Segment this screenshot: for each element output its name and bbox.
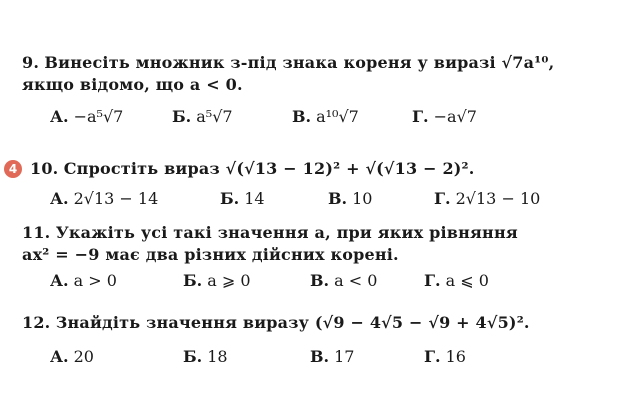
option-b[interactable]: Б. 18 [183, 347, 228, 366]
option-g[interactable]: Г. 2√13 − 10 [434, 189, 541, 208]
option-v[interactable]: В. a¹⁰√7 [292, 107, 359, 126]
option-b[interactable]: Б. a ⩾ 0 [183, 271, 251, 290]
option-g[interactable]: Г. −a√7 [412, 107, 477, 126]
question-number: 10. [30, 159, 59, 178]
question-9-line-2: якщо відомо, що a < 0. [22, 75, 243, 94]
question-number: 12. [22, 313, 51, 332]
option-v[interactable]: В. 10 [328, 189, 373, 208]
question-text: Спростіть вираз √(√13 − 12)² + √(√13 − 2)². [63, 159, 475, 178]
question-11-line-1 [22, 222, 607, 244]
question-text: Укажіть усі такі значення a, при яких рівняння [55, 223, 518, 242]
question-11-line-2: ax² = −9 має два різних дійсних корені. [22, 245, 399, 264]
option-g[interactable]: Г. 16 [424, 347, 466, 366]
option-a[interactable]: А. 2√13 − 14 [50, 189, 159, 208]
question-12-line-1 [22, 312, 607, 334]
option-v[interactable]: В. a < 0 [310, 271, 378, 290]
question-9 [22, 52, 607, 96]
question-10-line-1 [30, 158, 615, 180]
question-11 [22, 222, 607, 266]
option-a[interactable]: А. 20 [50, 347, 94, 366]
question-12 [22, 312, 607, 334]
difficulty-badge: 4 [4, 160, 22, 178]
option-a[interactable]: А. a > 0 [50, 271, 117, 290]
option-b[interactable]: Б. a⁵√7 [172, 107, 233, 126]
question-10 [30, 158, 615, 180]
question-text: Знайдіть значення виразу (√9 − 4√5 − √9 + 4√5)². [55, 313, 530, 332]
question-9-line-1 [22, 52, 607, 74]
question-text: Винесіть множник з-під знака кореня у виразі √7a¹⁰, [44, 53, 555, 72]
question-number: 9. [22, 53, 40, 72]
option-b[interactable]: Б. 14 [220, 189, 265, 208]
option-v[interactable]: В. 17 [310, 347, 355, 366]
option-g[interactable]: Г. a ⩽ 0 [424, 271, 489, 290]
option-a[interactable]: А. −a⁵√7 [50, 107, 124, 126]
question-number: 11. [22, 223, 51, 242]
